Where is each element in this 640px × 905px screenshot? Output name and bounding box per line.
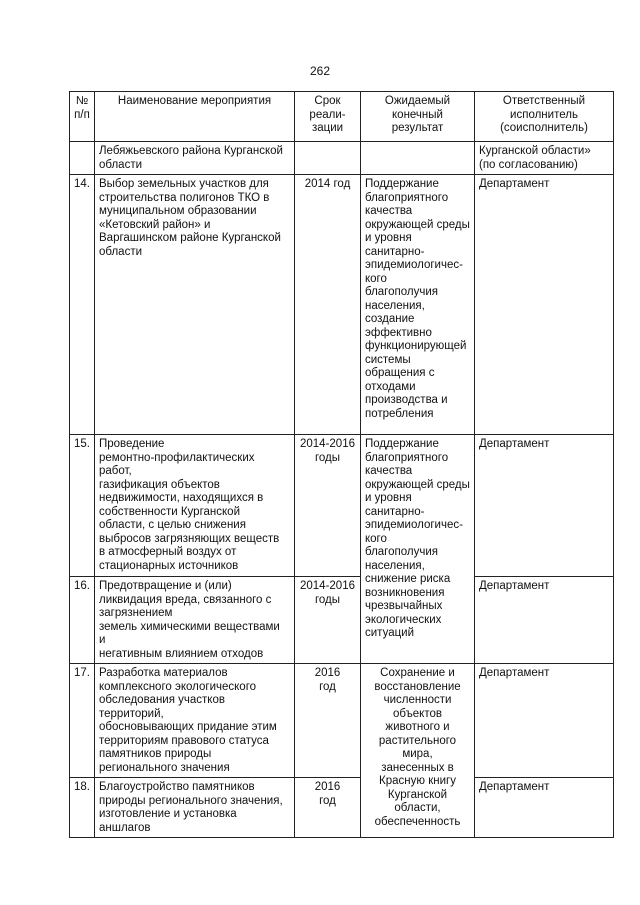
table-row xyxy=(70,175,614,435)
row-executor: Департамент xyxy=(475,435,614,577)
row-term: 2016 год xyxy=(295,778,361,838)
row-executor: Департамент xyxy=(475,664,614,778)
row-name: Проведение ремонтно-профилактических работ, газификация объектов недвижимости, находящихся в собственности Курганской области, с целью снижения выбросов загрязняющих веществ в атмосферный воздух от стационарных источников xyxy=(95,435,295,577)
row-name: Лебяжьевского района Курганской области xyxy=(95,142,295,175)
page-number: 262 xyxy=(309,64,331,78)
row-name: Выбор земельных участков для строительства полигонов ТКО в муниципальном образовании «Кетовский район» и Варгашинском районе Курганской области xyxy=(95,175,295,435)
table-row xyxy=(70,435,614,577)
row-result: Поддержание благоприятного качества окружающей среды и уровня санитарно- эпидемиологичес- кого благополучия населения, создание эффективно функционирующей системы обращения с отходами производства и потребления xyxy=(361,175,475,435)
table-row xyxy=(70,664,614,778)
row-num xyxy=(70,142,95,175)
row-name: Благоустройство памятников природы регионального значения, изготовление и установка аншлагов xyxy=(95,778,295,838)
row-executor: Курганской области» (по согласованию) xyxy=(475,142,614,175)
row-num: 16. xyxy=(70,577,95,664)
row-num: 17. xyxy=(70,664,95,778)
row-term xyxy=(295,142,361,175)
table-row xyxy=(70,577,614,664)
row-term: 2016 год xyxy=(295,664,361,778)
header-name: Наименование мероприятия xyxy=(95,92,295,142)
row-num: 15. xyxy=(70,435,95,577)
table-header-row xyxy=(70,92,614,142)
header-result: Ожидаемый конечный результат xyxy=(361,92,475,142)
row-term: 2014-2016 годы xyxy=(295,577,361,664)
table-row xyxy=(70,778,614,838)
row-term: 2014 год xyxy=(295,175,361,435)
merged-result-17-18: Сохранение и восстановление численности объектов животного и растительного мира, занесенных в Красную книгу Курганской области, обеспеченность xyxy=(361,664,475,838)
header-executor: Ответственный исполнитель (соисполнитель) xyxy=(475,92,614,142)
merged-result-15-16: Поддержание благоприятного качества окружающей среды и уровня санитарно- эпидемиологичес- кого благополучия населения, снижение риска возникновения чрезвычайных экологических ситуаций xyxy=(361,435,475,664)
row-name: Предотвращение и (или) ликвидация вреда, связанного с загрязнением земель химическими веществами и негативным влиянием отходов xyxy=(95,577,295,664)
table-row xyxy=(70,142,614,175)
header-num: № п/п xyxy=(70,92,95,142)
row-result xyxy=(361,142,475,175)
row-executor: Департамент xyxy=(475,175,614,435)
header-term: Срок реали- зации xyxy=(295,92,361,142)
row-executor: Департамент xyxy=(475,577,614,664)
row-executor: Департамент xyxy=(475,778,614,838)
row-term: 2014-2016 годы xyxy=(295,435,361,577)
row-num: 18. xyxy=(70,778,95,838)
row-num: 14. xyxy=(70,175,95,435)
measures-table xyxy=(69,91,614,838)
row-name: Разработка материалов комплексного экологического обследования участков территорий, обосновывающих придание этим территориям правового статуса памятников природы регионального значения xyxy=(95,664,295,778)
